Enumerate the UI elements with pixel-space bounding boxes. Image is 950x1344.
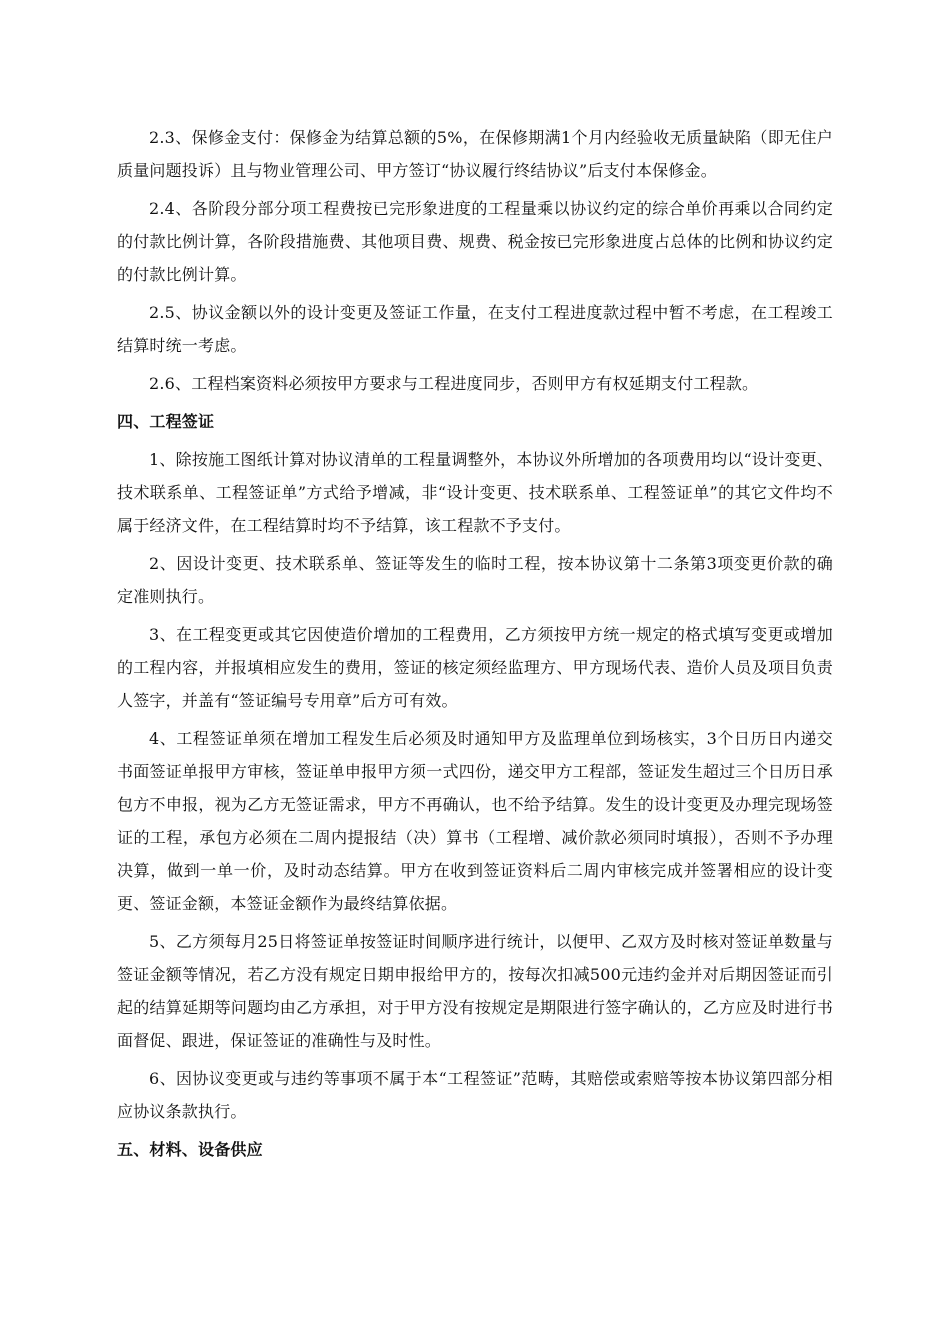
paragraph-2-5: 2.5、协议金额以外的设计变更及签证工作量，在支付工程进度款过程中暂不考虑，在工程竣工结算时统一考虑。 <box>117 303 833 355</box>
document-body <box>117 121 833 1171</box>
paragraph-4-2: 2、因设计变更、技术联系单、签证等发生的临时工程，按本协议第十二条第3项变更价款的确定准则执行。 <box>117 554 833 606</box>
paragraph-4-5: 5、乙方须每月25日将签证单按签证时间顺序进行统计，以便甲、乙双方及时核对签证单数量与签证金额等情况，若乙方没有规定日期申报给甲方的，按每次扣减500元违约金并对后期因签证而引起的结算延期等问题均由乙方承担，对于甲方没有按规定是期限进行签字确认的，乙方应及时进行书面督促、跟进，保证签证的准确性与及时性。 <box>117 932 833 1050</box>
paragraph-4-6: 6、因协议变更或与违约等事项不属于本“工程签证”范畴，其赔偿或索赔等按本协议第四部分相应协议条款执行。 <box>117 1069 833 1121</box>
section-heading-5: 五、材料、设备供应 <box>117 1140 263 1159</box>
paragraph-2-4: 2.4、各阶段分部分项工程费按已完形象进度的工程量乘以协议约定的综合单价再乘以合同约定的付款比例计算，各阶段措施费、其他项目费、规费、税金按已完形象进度占总体的比例和协议约定的付款比例计算。 <box>117 199 833 284</box>
paragraph-4-4: 4、工程签证单须在增加工程发生后必须及时通知甲方及监理单位到场核实，3个日历日内递交书面签证单报甲方审核，签证单申报甲方须一式四份，递交甲方工程部，签证发生超过三个日历日承包方不申报，视为乙方无签证需求，甲方不再确认，也不给予结算。发生的设计变更及办理完现场签证的工程，承包方必须在二周内提报结（决）算书（工程增、减价款必须同时填报），否则不予办理决算，做到一单一价，及时动态结算。甲方在收到签证资料后二周内审核完成并签署相应的设计变更、签证金额，本签证金额作为最终结算依据。 <box>117 729 833 913</box>
section-heading-4: 四、工程签证 <box>117 412 215 431</box>
paragraph-4-3: 3、在工程变更或其它因使造价增加的工程费用，乙方须按甲方统一规定的格式填写变更或增加的工程内容，并报填相应发生的费用，签证的核定须经监理方、甲方现场代表、造价人员及项目负责人签字，并盖有“签证编号专用章”后方可有效。 <box>117 625 833 710</box>
paragraph-4-1: 1、除按施工图纸计算对协议清单的工程量调整外，本协议外所增加的各项费用均以“设计变更、技术联系单、工程签证单”方式给予增减，非“设计变更、技术联系单、工程签证单”的其它文件均不属于经济文件，在工程结算时均不予结算，该工程款不予支付。 <box>117 450 833 535</box>
paragraph-2-6: 2.6、工程档案资料必须按甲方要求与工程进度同步，否则甲方有权延期支付工程款。 <box>149 374 759 393</box>
paragraph-2-3: 2.3、保修金支付：保修金为结算总额的5%，在保修期满1个月内经验收无质量缺陷（即无住户质量问题投诉）且与物业管理公司、甲方签订“协议履行终结协议”后支付本保修金。 <box>117 128 833 180</box>
